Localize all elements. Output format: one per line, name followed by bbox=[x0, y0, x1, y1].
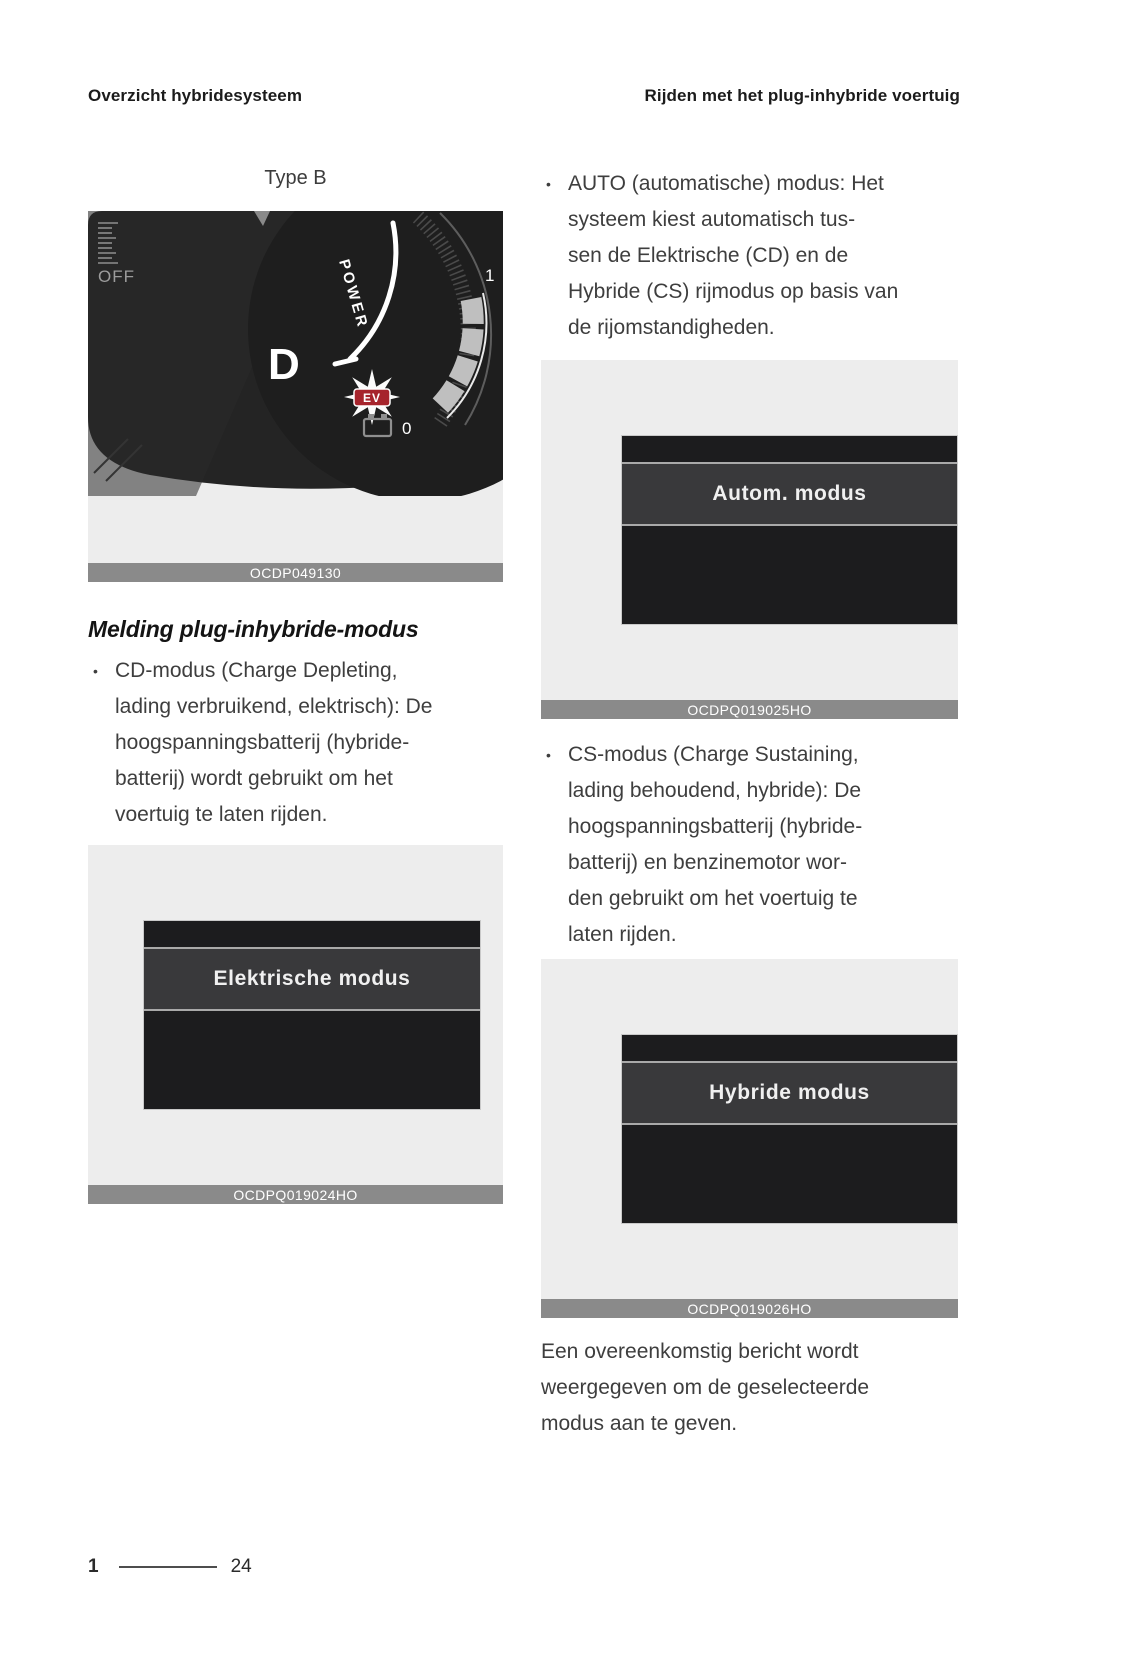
bullet-line: AUTO (automatische) modus: Het bbox=[568, 172, 884, 195]
display-message-band bbox=[622, 462, 957, 526]
closing-paragraph bbox=[541, 1334, 958, 1442]
display-top-strip bbox=[622, 1035, 957, 1061]
display-bottom-strip bbox=[622, 1125, 957, 1223]
footer-page-number: 24 bbox=[230, 1556, 252, 1577]
cluster-message-display bbox=[621, 1034, 958, 1224]
figure-caption-bar bbox=[541, 1299, 958, 1318]
ev-badge-label: EV bbox=[362, 391, 382, 405]
page-footer bbox=[88, 1556, 252, 1578]
bullet-marker: • bbox=[546, 176, 551, 192]
header-chapter-title: Rijden met het plug-inhybride voertuig bbox=[644, 86, 960, 105]
bullet-item-auto-modus bbox=[541, 166, 958, 346]
bullet-line: CS-modus (Charge Sustaining, bbox=[568, 743, 859, 766]
closing-line: Een overeenkomstig bericht wordt bbox=[541, 1340, 859, 1363]
display-message-band bbox=[144, 947, 480, 1011]
figure-caption: OCDP049130 bbox=[249, 564, 342, 581]
bullet-line: hoogspanningsbatterij (hybride- bbox=[568, 815, 863, 838]
bullet-line: lading verbruikend, elektrisch): De bbox=[115, 695, 433, 718]
cluster-message-display bbox=[621, 435, 958, 625]
bullet-text bbox=[115, 653, 432, 833]
closing-line: weergegeven om de geselecteerde bbox=[541, 1376, 870, 1399]
page-header bbox=[88, 86, 960, 106]
bullet-text bbox=[568, 166, 898, 346]
bullet-marker: • bbox=[546, 747, 551, 763]
figure-auto-mode bbox=[541, 360, 958, 719]
figure-electric-mode bbox=[88, 845, 503, 1204]
gear-indicator: D bbox=[268, 340, 300, 389]
bullet-line: den gebruikt om het voertuig te bbox=[568, 887, 858, 910]
display-message: Elektrische modus bbox=[213, 967, 411, 990]
charge-level-min: 0 bbox=[402, 419, 412, 438]
bullet-item-cd-modus bbox=[88, 653, 503, 833]
right-column bbox=[541, 166, 958, 1442]
instrument-cluster-illustration bbox=[88, 211, 503, 496]
bullet-line: systeem kiest automatisch tus- bbox=[568, 208, 856, 231]
section-heading: Melding plug-inhybride-modus bbox=[88, 616, 419, 642]
footer-chapter-number: 1 bbox=[88, 1556, 99, 1577]
bullet-line: batterij) wordt gebruikt om het bbox=[115, 767, 393, 790]
bullet-marker: • bbox=[93, 663, 98, 679]
power-label: POWER bbox=[335, 257, 372, 331]
figure-caption-bar bbox=[541, 700, 958, 719]
figure-caption: OCDPQ019024HO bbox=[233, 1186, 358, 1203]
display-message: Autom. modus bbox=[712, 482, 867, 505]
bullet-line: sen de Elektrische (CD) en de bbox=[568, 244, 849, 267]
display-message-band bbox=[622, 1061, 957, 1125]
display-bottom-strip bbox=[622, 526, 957, 624]
bullet-line: Hybride (CS) rijmodus op basis van bbox=[568, 280, 899, 303]
bullet-line: hoogspanningsbatterij (hybride- bbox=[115, 731, 410, 754]
figure-caption-bar bbox=[88, 563, 503, 582]
charge-level-max: 1 bbox=[485, 266, 495, 285]
bullet-line: voertuig te laten rijden. bbox=[115, 803, 328, 826]
figure-type-label: Type B bbox=[264, 167, 327, 189]
cluster-message-display bbox=[143, 920, 481, 1110]
header-section-title: Overzicht hybridesysteem bbox=[88, 86, 303, 105]
figure-instrument-cluster bbox=[88, 211, 503, 582]
figure-caption-bar bbox=[88, 1185, 503, 1204]
display-bottom-strip bbox=[144, 1011, 480, 1109]
display-top-strip bbox=[622, 436, 957, 462]
left-column bbox=[88, 166, 503, 1204]
bullet-line: batterij) en benzinemotor wor- bbox=[568, 851, 847, 874]
closing-line: modus aan te geven. bbox=[541, 1412, 738, 1435]
display-message: Hybride modus bbox=[709, 1081, 870, 1104]
bullet-line: de rijomstandigheden. bbox=[568, 316, 775, 339]
bullet-line: lading behoudend, hybride): De bbox=[568, 779, 862, 802]
figure-caption: OCDPQ019026HO bbox=[687, 1300, 812, 1317]
figure-caption: OCDPQ019025HO bbox=[687, 701, 812, 718]
bullet-item-cs-modus bbox=[541, 737, 958, 953]
footer-divider bbox=[119, 1566, 217, 1568]
bullet-line: laten rijden. bbox=[568, 923, 677, 946]
display-top-strip bbox=[144, 921, 480, 947]
bullet-text bbox=[568, 737, 862, 953]
figure-hybrid-mode bbox=[541, 959, 958, 1318]
bullet-line: CD-modus (Charge Depleting, bbox=[115, 659, 398, 682]
off-label: OFF bbox=[98, 267, 135, 286]
